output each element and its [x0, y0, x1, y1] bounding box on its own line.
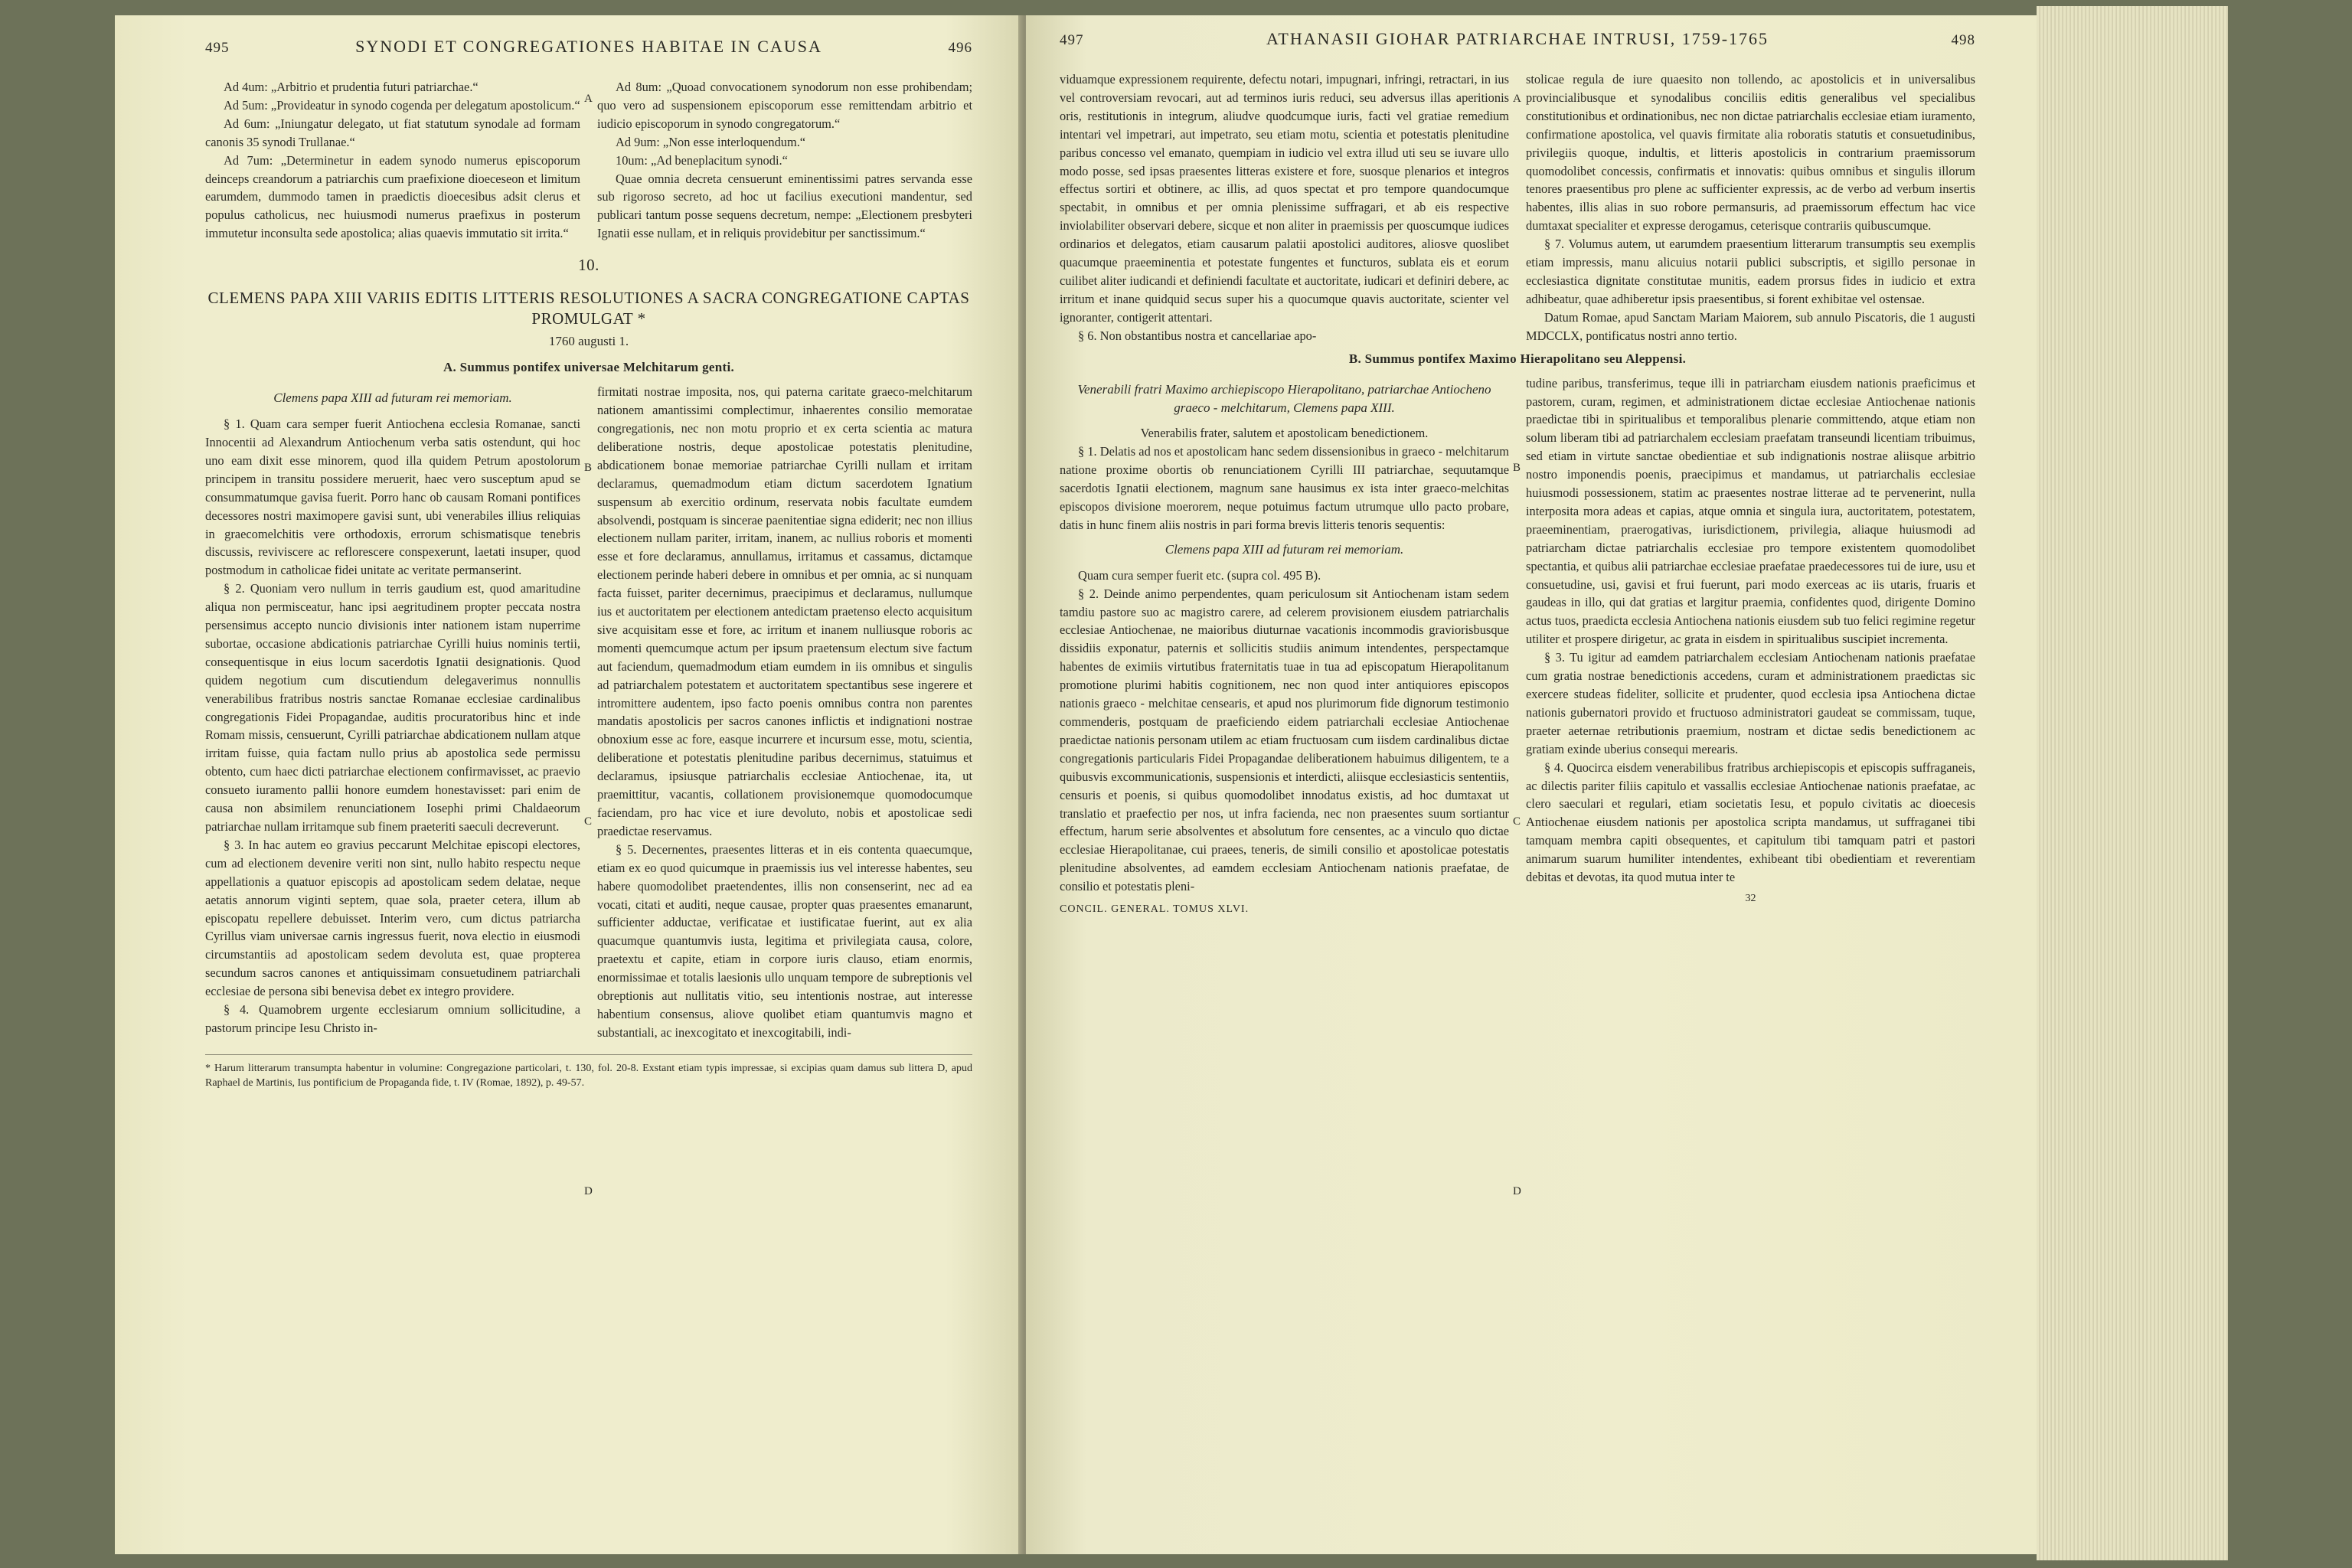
paragraph: Ad 7um: „Determinetur in eadem synodo numerus episcoporum deinceps creandorum a patriarchis cum praefixione dioeceseon et limitum earumdem, dummodo tamen in praedictis dioecesibus adsit clerus et populus catholicus, nec huiusmodi numerus praefixus in posterum immutetur inconsulta sede apostolica; alias quaevis immutatio sit irrita.“: [205, 152, 580, 241]
margin-letter: B: [1513, 462, 1521, 474]
margin-letter: B: [584, 462, 593, 474]
section-title: CLEMENS PAPA XIII VARIIS EDITIS LITTERIS RESOLUTIONES A SACRA CONGREGATIONE CAPTAS PROMULGAT *: [207, 289, 970, 328]
subsection-heading: A. Summus pontifex universae Melchitarum genti.: [443, 360, 735, 375]
text-column-left: [1060, 374, 1509, 919]
text-column-right: [1526, 70, 1975, 345]
paragraph: firmitati nostrae imposita, nos, qui paterna caritate graeco-melchitarum nationem amantissimi complectimur, inhaerentes consilio memoratae congregationis, nec non motu proprio et ex certa scientia ac matura deliberatione nostris, deque apostolicae potestatis plenitudine, abdicationem bonae memoriae patriarchae Cyrilli nullam et irritam declaramus, quemadmodum etiam dictum sacerdotem Ignatium suspensum ab exercitio ordinum, reservata nobis facultate eumdem absolvendi, postquam is sincerae paenitentiae signa ediderit; nec non illius electionem nullam pariter, irritam, inanem, ac nullius roboris et momenti esse et fore declaramus, annullamus, irritamus et cassamus, dictamque electionem perinde haberi debere in omnibus et per omnia, ac si nunquam facta fuisset, pariter decernimus, praecipimus et declaramus, nullumque ius et auctoritatem per electionem antedictam praetenso electo acquisitum sive acquisitam esse et fore, ac irritum et inanem nulliusque roboris ac momenti quemcumque actum per ipsum praetensum electum sive factum aut faciendum, quemadmodum etiam eumdem in iis omnibus et singulis ad patriarchalem potestatem et auctoritatem spectantibus sese ingerere et intromittere audentem, ipso facto poenis omnibus contra non parentes mandatis apostolicis per sacros canones inflictis et indignationi nostrae obnoxium esse ac fore, easque incurrere et incursum esse, motu, scientia, deliberatione et potestatis plenitudine paribus decernimus, statuimus et declaramus, ipsiusque patriarchalis ecclesiae Antiochenae, ita, ut praemittitur, vacantis, collationem provisionemque quomodocumque faciendam, pro hac vice et iure devoluto, nobis et apostolicae sedi praedictae reservamus.: [597, 384, 972, 838]
text-column-left: [205, 78, 580, 243]
text-columns: [1060, 70, 1975, 345]
paragraph: § 6. Non obstantibus nostra et cancellariae apo-: [1078, 328, 1317, 343]
paragraph: § 5. Decernentes, praesentes litteras et in eis contenta quaecumque, etiam ex eo quod quicumque in praemissis ius vel interesse habentes, seu habere quomodolibet praetendentes, illis non consenserint, nec ad ea vocati, citati et auditi, neque causae, propter quas praesentes emanarunt, sufficienter adductae, verificatae et iustificatae fuerint, aut ex alia quacumque quantumvis iusta, legitima et privilegiata causa, colore, praetextu et capite, etiam in corpore iuris clauso, etiam enormis, enormissimae et totalis laesionis ullo unquam tempore de subreptionis vel obreptionis aut nullitatis vitio, seu intentionis nostrae, aut interesse habentium consensus, aliove quolibet etiam quantumvis magno et substantiali, ac inexcogitato et inexcogitabili, indi-: [597, 841, 972, 1040]
text-columns: [1060, 374, 1975, 919]
margin-letter: D: [1513, 1185, 1521, 1197]
margin-letter: A: [1513, 93, 1521, 105]
running-head: [205, 37, 972, 63]
printer-signature: CONCIL. GENERAL. TOMUS XLVI.: [1060, 903, 1250, 916]
running-head: [1060, 29, 1975, 55]
margin-letter: C: [584, 815, 593, 828]
margin-letter: A: [584, 93, 593, 105]
paragraph: Ad 5um: „Provideatur in synodo cogenda per delegatum apostolicum.“: [224, 97, 580, 113]
margin-letter: C: [1513, 815, 1521, 828]
page-edges: [2037, 6, 2228, 1560]
paragraph: Ad 8um: „Quoad convocationem synodorum non esse prohibendam; quo vero ad suspensionem episcoporum esse remittendam arbitrio et iudicio episcoporum in synodo congregatorum.“: [597, 80, 972, 131]
paragraph: § 1. Delatis ad nos et apostolicam hanc sedem dissensionibus in graeco - melchitarum natione proxime obortis ob renunciationem Cyrilli III patriarchae, sequutamque sacerdotis Ignatii electionem, magnum sane hausimus ex ista inter graeco-melchitas episcopos divisione moerorem, neque potuimus factum utrumque ullo pacto probare, datis in hunc finem aliis nostris in pari forma brevis litteris tenoris sequentis:: [1060, 444, 1509, 532]
right-page: [1026, 15, 2037, 1554]
text-columns: [205, 383, 972, 1042]
running-title: ATHANASII GIOHAR PATRIARCHAE INTRUSI, 1759-1765: [1266, 29, 1769, 48]
paragraph: § 4. Quocirca eisdem venerabilibus fratribus archiepiscopis et episcopis suffraganeis, ac dilectis pariter filiis capitulo et vassallis ecclesiae Antiochenae nationis praefatae, ac clero saeculari et regulari, etiam societatis Iesu, et populo civitatis ac dioecesis Antiochenae eiusdem nationis per apostolica scripta mandamus, ut suffraganei tibi tamquam membra capiti obsequentes, et capitulum tibi tamquam patri et pastori animarum suarum humiliter intendentes, exhibeant tibi obedientiam et reverentiam debitas et devotas, ita quod mutua inter te: [1526, 760, 1975, 885]
text-column-right: [597, 78, 972, 243]
paragraph: Quae omnia decreta censuerunt eminentissimi patres servanda esse sub rigoroso secreto, ad hoc ut facilius executioni mandentur, sed publicari tantum posse sequens decretum, nempe: „Electionem presbyteri Ignatii esse nullam, et in reliquis providebitur per sanctissimum.“: [597, 171, 972, 241]
salutation: Clemens papa XIII ad futuram rei memoriam.: [273, 390, 512, 406]
section-number: 10.: [578, 256, 599, 275]
paragraph: 10um: „Ad beneplacitum synodi.“: [616, 152, 788, 168]
gathering-number: 32: [1745, 892, 1756, 904]
text-column-right: [597, 383, 972, 1042]
paragraph: stolicae regula de iure quaesito non tollendo, ac apostolicis et in universalibus provincialibusque et synodalibus conciliis editis generalibus vel specialibus constitutionibus et ordinationibus, nec non dictae patriarchalis ecclesiae etiam iuramento, confirmatione apostolica, vel quavis firmitate alia roboratis statutis et consuetudinibus, privilegiis quoque, indultis, et litteris apostolicis in contrarium praemissorum quomodolibet concessis, confirmatis et innovatis: quibus omnibus et singulis illorum tenores praesentibus pro plene ac sufficienter expressis, ac de verbo ad verbum insertis habentes, illis alias in suo robore permansuris, ad praemissorum effectum hac vice dumtaxat specialiter et expresse derogamus, ceterisque contrariis quibuscumque.: [1526, 72, 1975, 234]
margin-letter: D: [584, 1185, 593, 1197]
paragraph: tudine paribus, transferimus, teque illi in patriarcham eiusdem nationis praeficimus et pastorem, curam, regimen, et administrationem dictae ecclesiae Antiochenae nationis praedictae tibi in spiritualibus et temporalibus plenarie committendo, atque etiam non solum liberam tibi ad patriarchalem ecclesiam praefatam transeundi licentiam tribuimus, sed etiam in virtute sanctae obedientiae et sub indignationis nostrae aliisque arbitrio nostro imponendis poenis, praecipimus et mandamus, ut patriarchalis ecclesiae huiusmodi possessionem, statim ac praesentes nostrae litterae ad te pervenerint, nulla interposita mora adeas et capias, atque omnia et singula iura, auctoritatem, potestatem, praeeminentiam, praerogativas, iurisdictionem, privilegia, aliaque huiusmodi ad patriarcham dictae patriarchalis ecclesiae pro tempore existentem quomodolibet spectantia, et quibus alii patriarchae ecclesiae praefatae praedecessores tui de iure, usu et consuetudine, usi, gavisi et frui fuerunt, pari modo exerceas ac iis utaris, fruaris et gaudeas in illo, qui dat gratias et largitur praemia, confidentes quod, dirigente Domino actus tuos, praedicta ecclesia Antiochena nationis eiusdem sub tuo felici regimine regetur utiliter et prospere dirigetur, ac grata in eisdem in spiritualibus suscipiet incrementa.: [1526, 375, 1975, 647]
paragraph: § 2. Quoniam vero nullum in terris gaudium est, quod amaritudine aliqua non permisceatur, hanc ipsi aegritudinem propter peccata nostra persensimus accepto nuncio divisionis inter nationem istam nuperrime subortae, occasione abdicationis patriarchae Cyrilli huius nominis tertii, consequentisque in eius locum sacerdotis Ignatii designationis. Quod quidem negotium cum discutiendum delegaverimus nonnullis venerabilibus fratribus nostris sanctae Romanae ecclesiae cardinalibus congregationis Fidei Propagandae, auditis procuratoribus hinc et inde Romam missis, censuerunt, Cyrilli patriarchae abdicationem nullam atque irritam fuisse, quia factam nullo prius ab apostolica sede permissu obtento, cum haec dicti patriarchae electionem confirmavisset, ac praevio consueto iuramento pallii honore eumdem honestavisset: pari enim de causa non absimilem renunciationem Iosephi primi Chaldaeorum patriarchae nullam irritamque sub finem praeteriti saeculi decreverunt.: [205, 581, 580, 834]
running-title: SYNODI ET CONGREGATIONES HABITAE IN CAUSA: [355, 37, 822, 56]
paragraph: § 2. Deinde animo perpendentes, quam periculosum sit Antiochenam istam sedem tamdiu pastore suo ac magistro carere, ad celerem provisionem eiusdem patriarchalis ecclesiae Antiochenae, ne maioribus diuturnae vacationis incommodis graviorisbusque dissidiis exponatur, paternis et sollicitis studiis animum intendentes, perspectamque habentes de eximiis virtutibus fraternitatis tuae in tua ad episcopatum Hierapolitanum promotione plurimi habitis cognitionem, nec non quod inter antiquiores episcopos nationis graeco - melchitae censearis, et apud nos plurimorum fide dignorum testimonio commenderis, postquam de praeficiendo eidem patriarchali ecclesiae Antiochenae praedictae nationis personam utilem ac etiam fructuosam cum iisdem cardinalibus dictae congregationis particularis Fidei Propagandae deliberationem habuimus diligentem, te a quibusvis excommunicationis, suspensionis et interdicti, aliisque ecclesiasticis sententiis, censuris et poenis, si quibus quomodolibet innodatus existis, ad hoc dumtaxat ut translatio et praefectio per nos, ut infra facienda, nec non praesentes suum sortiantur effectum, harum serie absolventes et absolutum fore censentes, ac a vinculo quo dictae ecclesiae Hierapolitanae, cui praees, teneris, de simili consilio et apostolicae potestatis plenitudine absolventes, ad eamdem ecclesiam Antiochenam nationis praefatae, de consilio et potestatis pleni-: [1060, 586, 1509, 894]
paragraph: Ad 4um: „Arbitrio et prudentia futuri patriarchae.“: [224, 80, 479, 94]
paragraph: § 4. Quamobrem urgente ecclesiarum omnium sollicitudine, a pastorum principe Iesu Christo in-: [205, 1002, 580, 1035]
salutation: Clemens papa XIII ad futuram rei memoriam.: [1165, 541, 1404, 557]
paragraph: § 3. Tu igitur ad eamdem patriarchalem ecclesiam Antiochenam nationis praefatae cum gratia nostrae benedictionis accedens, curam et administrationem praedictas sic exercere studeas fideliter, sollicite et prudenter, quod ecclesia ipsa Antiochena dictae nationis gubernatori provido et fructuoso administratori gaudeat se commissam, tuque, praeter aeternae retributionis praemium, nostram et dictae sedis benedictionem ac gratiam exinde uberius consequi merearis.: [1526, 650, 1975, 756]
subsection-heading: B. Summus pontifex Maximo Hierapolitano seu Aleppensi.: [1348, 351, 1687, 366]
greeting: Venerabilis frater, salutem et apostolicam benedictionem.: [1140, 426, 1429, 441]
paragraph: Ad 9um: „Non esse interloquendum.“: [616, 134, 806, 149]
paragraph: § 3. In hac autem eo gravius peccarunt Melchitae episcopi electores, cum ad electionem devenire veriti non sint, nullo habito respectu neque appellationis a quatuor episcopis ad apostolicam sedem delatae, neque aetatis annorum viginti septem, quae sola, praeter cetera, illum ab episcopatu repellere debuisset. Interim vero, cum dictus patriarcha Cyrillus viam universae carnis ingressus fuerit, nova electio in eiusmodi circumstantiis ad apostolicam sedem devoluta est, quae propterea secundum sacros canones et antiquissimam consuetudinem patriarchali ecclesiae de persona sibi benevisa debet ex integro providere.: [205, 837, 580, 999]
left-page: [115, 15, 1018, 1554]
paragraph: Datum Romae, apud Sanctam Mariam Maiorem, sub annulo Piscatoris, die 1 augusti MDCCLX, pontificatus nostri anno tertio.: [1526, 309, 1975, 343]
section-date: 1760 augusti 1.: [548, 334, 629, 349]
text-column-left: [1060, 70, 1509, 345]
paragraph: § 1. Quam cara semper fuerit Antiochena ecclesia Romanae, sancti Innocentii ad Alexandrum Antiochenum verba satis ostendunt, qui hoc uno eam dixit esse minorem, quod illa quidem Petrum apostolorum principem in transitu possidere meruerit, haec vero susceptum apud se consummatumque gavisa fuerit. Porro hanc ob causam Romani pontifices decessores nostri maximopere gavisi sunt, ubi venerabiles illius reliquias in graecomelchitis vere orthodoxis, errorum schismatisque tenebris discussis, reviviscere ac reflorescere conspexerunt, laetati insuper, quod postmodum in catholicae fidei unitate ac veritate permanserint.: [205, 416, 580, 578]
column-number: 498: [1951, 32, 1975, 48]
column-number: 496: [948, 40, 972, 56]
paragraph: Quam cura semper fuerit etc. (supra col. 495 B).: [1078, 567, 1321, 583]
column-number: 495: [205, 40, 230, 56]
paragraph: § 7. Volumus autem, ut earumdem praesentium litterarum transumptis seu exemplis etiam impressis, manu alicuius notarii publici subscriptis, et sigillo personae in ecclesiastica dignitate constitutae munitis, eadem prorsus fides in iudicio et extra adhibeatur, quae adhiberetur ipsis praesentibus, si forent exhibitae vel ostensae.: [1526, 237, 1975, 306]
text-column-right: [1526, 374, 1975, 919]
column-number: 497: [1060, 32, 1084, 48]
paragraph: Ad 6um: „Iniungatur delegato, ut fiat statutum synodale ad formam canonis 35 synodi Trullanae.“: [205, 116, 580, 149]
text-column-left: [205, 383, 580, 1042]
footnote: * Harum litterarum transumpta habentur in volumine: Congregazione particolari, t. 130, fol. 20-8. Exstant etiam typis impressae, si excipias quam damus sub littera D, apud Raphael de Martinis, Ius pontificium de Propaganda fide, t. IV (Romae, 1892), p. 49-57.: [205, 1054, 972, 1090]
address: Venerabili fratri Maximo archiepiscopo Hierapolitano, patriarchae Antiocheno graeco - melchitarum, Clemens papa XIII.: [1077, 381, 1491, 415]
paragraph: viduamque expressionem requirente, defectu notari, impugnari, infringi, retractari, in ius vel controversiam revocari, aut ad terminos iuris reduci, seu adversus illas aperitionis oris, restitutionis in integrum, aliudve quodcumque iuris, facti vel gratiae remedium intentari vel impetrari, aut impetrato, seu etiam motu, scientia et potestatis plenitudine paribus concesso vel emanato, quempiam in iudicio vel extra illud uti seu se iuvare ullo modo posse, sed ipsas praesentes litteras existere et fore, suosque plenarios et integros effectus sortiri et obtinere, ac illis, ad quos spectat et pro tempore quandocumque spectabit, in omnibus et per omnia plenissime suffragari, et ab eis respective inviolabiliter observari debere, sicque et non aliter in praemissis per quoscumque iudices ordinarios et delegatos, etiam causarum palatii apostolici auditores, aliosve quoslibet quacumque praeeminentia et potestate fungentes et functuros, sublata eis et eorum cuilibet aliter iudicandi et definiendi facultate et auctoritate, iudicari et definiri debere, ac irritum et inane quidquid secus super his a quocumque quavis auctoritate, scienter vel ignoranter, contigerit attentari.: [1060, 72, 1509, 325]
